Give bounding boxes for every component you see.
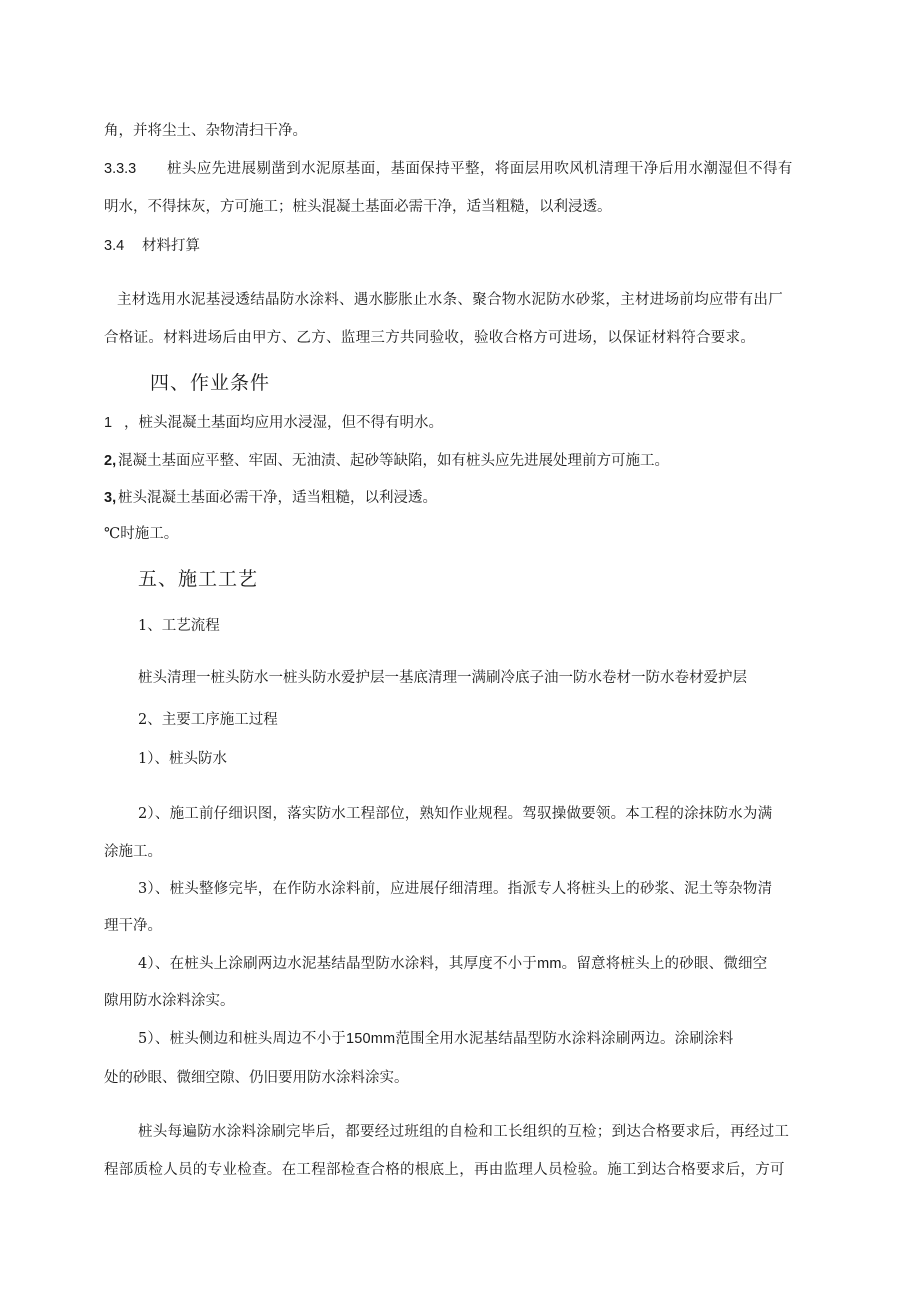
paragraph-line: 隙用防水涂料涂实。: [104, 993, 235, 1009]
paragraph-line: [138, 1032, 733, 1047]
paragraph-line: ℃时施工。: [104, 526, 179, 542]
section-title: 材料打算: [142, 238, 200, 254]
unit-mm: mm: [537, 956, 562, 972]
text-run: 。留意将桩头上的砂眼、微细空: [561, 956, 768, 972]
paragraph-line: 2）、施工前仔细识图，落实防水工程部位，熟知作业规程。驾驭操做要领。本工程的涂抹防水为满: [138, 806, 773, 822]
paragraph-line: 处的砂眼、微细空隙、仍旧要用防水涂料涂实。: [104, 1070, 409, 1086]
list-item: 混凝土基面应平整、牢固、无油渍、起砂等缺陷，如有桩头应先进展处理前方可施工。: [118, 453, 669, 469]
paragraph-line: 角，并将尘土、杂物清扫干净。: [104, 123, 307, 139]
section-number-3-4: 3.4: [104, 238, 125, 254]
text-run: 5）、桩头侧边和桩头周边不小于: [138, 1031, 346, 1047]
paragraph-line: 合格证。材料进场后由甲方、乙方、监理三方共同验收，验收合格方可进场，以保证材料符合要求。: [104, 330, 756, 346]
measurement-150mm: 150mm: [345, 1031, 396, 1047]
paragraph-line: 桩头应先进展剔凿到水泥原基面，基面保持平整，将面层用吹风机清理干净后用水潮湿但不得有: [167, 161, 793, 177]
list-item: 桩头混凝土基面必需干净，适当粗糙，以利浸透。: [118, 490, 437, 506]
text-run: 范围全用水泥基结晶型防水涂料涂刷两边。涂刷涂料: [395, 1031, 734, 1047]
paragraph-line: [138, 957, 767, 972]
text-run: 4）、在桩头上涂刷两边水泥基结晶型防水涂料，其厚度不小于: [138, 956, 538, 972]
paragraph-line: 程部质检人员的专业检查。在工程部检查合格的根底上，再由监理人员检验。施工到达合格要求后，方可: [104, 1162, 785, 1178]
heading-work-conditions: 四、作业条件: [150, 372, 271, 394]
list-number: 2,: [104, 453, 117, 469]
process-flow: 桩头清理一桩头防水一桩头防水爱护层一基底清理一满刷冷底子油一防水卷材一防水卷材爱护层: [138, 670, 747, 686]
list-number: 3,: [104, 490, 117, 506]
list-item: 1）、桩头防水: [138, 751, 227, 767]
subsection-title: 2、主要工序施工过程: [138, 712, 278, 728]
paragraph-line: 主材选用水泥基浸透结晶防水涂料、遇水膨胀止水条、聚合物水泥防水砂浆，主材进场前均应带有出厂: [117, 292, 783, 308]
list-number: 1: [104, 415, 113, 431]
list-item: ，桩头混凝土基面均应用水浸湿，但不得有明水。: [124, 415, 443, 431]
paragraph-line: 理干净。: [104, 918, 162, 934]
subsection-title: 1、工艺流程: [138, 618, 220, 634]
section-number-3-3-3: 3.3.3: [104, 161, 137, 177]
paragraph-line: 涂施工。: [104, 844, 162, 860]
paragraph-line: 桩头每遍防水涂料涂刷完毕后，都要经过班组的自检和工长组织的互检；到达合格要求后，再经过工: [138, 1124, 790, 1140]
heading-construction-process: 五、施工工艺: [138, 568, 259, 590]
paragraph-line: 明水，不得抹灰，方可施工；桩头混凝土基面必需干净，适当粗糙，以利浸透。: [104, 199, 612, 215]
paragraph-line: 3）、桩头整修完毕，在作防水涂料前，应进展仔细清理。指派专人将桩头上的砂浆、泥土等杂物清: [138, 881, 773, 897]
